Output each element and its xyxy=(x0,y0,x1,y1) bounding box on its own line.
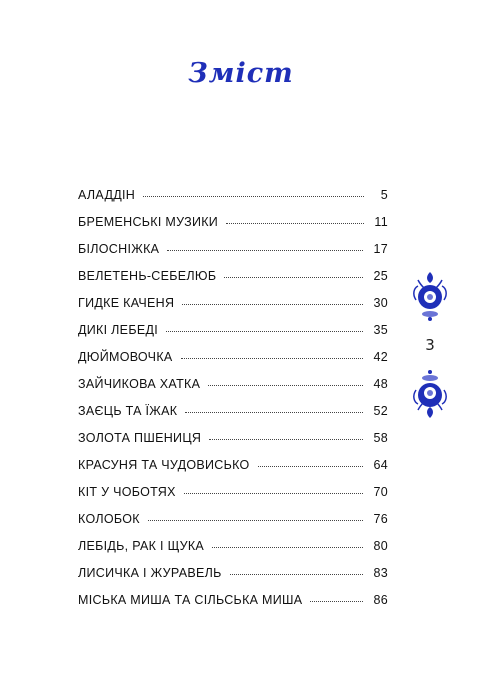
toc-entry-title: ЛИСИЧКА І ЖУРАВЕЛЬ xyxy=(78,566,222,580)
toc-entry-page: 48 xyxy=(373,377,388,391)
toc-entry-page: 70 xyxy=(373,485,388,499)
page-title: Зміст xyxy=(188,58,294,89)
dot-leader xyxy=(166,330,363,332)
toc-entry-page: 17 xyxy=(373,242,388,256)
toc-entry[interactable] xyxy=(78,296,388,323)
toc-entry[interactable] xyxy=(78,512,388,539)
toc-entry-page: 42 xyxy=(373,350,388,364)
toc-entry-page: 30 xyxy=(373,296,388,310)
toc-entry[interactable] xyxy=(78,566,388,593)
toc-entry-title: МІСЬКА МИША ТА СІЛЬСЬКА МИША xyxy=(78,593,303,607)
toc-entry[interactable] xyxy=(78,404,388,431)
toc-entry-title: ЛЕБІДЬ, РАК І ЩУКА xyxy=(78,539,205,553)
toc-entry-title: БРЕМЕНСЬКІ МУЗИКИ xyxy=(78,215,219,229)
folk-ornament-icon xyxy=(410,368,450,420)
folk-ornament-icon xyxy=(410,270,450,322)
toc-entry-title: ГИДКЕ КАЧЕНЯ xyxy=(78,296,175,310)
dot-leader xyxy=(258,465,364,467)
toc-entry-title: КРАСУНЯ ТА ЧУДОВИСЬКО xyxy=(78,458,250,472)
toc-entry[interactable] xyxy=(78,458,388,485)
toc-entry[interactable] xyxy=(78,242,388,269)
dot-leader xyxy=(230,573,364,575)
dot-leader xyxy=(148,519,364,521)
toc-entry[interactable] xyxy=(78,215,388,242)
dot-leader xyxy=(181,357,364,359)
toc-entry[interactable] xyxy=(78,593,388,620)
toc-entry-title: КІТ У ЧОБОТЯХ xyxy=(78,485,176,499)
dot-leader xyxy=(143,195,364,197)
toc-entry-title: ВЕЛЕТЕНЬ-СЕБЕЛЮБ xyxy=(78,269,217,283)
dot-leader xyxy=(208,384,363,386)
toc-entry-page: 25 xyxy=(373,269,388,283)
toc-entry[interactable] xyxy=(78,431,388,458)
page-number: 3 xyxy=(425,336,435,354)
toc-entry[interactable] xyxy=(78,323,388,350)
toc-entry-title: ЗАЄЦЬ ТА ЇЖАК xyxy=(78,404,178,418)
dot-leader xyxy=(209,438,363,440)
toc-entry-page: 5 xyxy=(380,188,388,202)
dot-leader xyxy=(224,276,363,278)
dot-leader xyxy=(167,249,363,251)
dot-leader xyxy=(185,411,363,413)
toc-entry-page: 80 xyxy=(373,539,388,553)
toc-entry[interactable] xyxy=(78,269,388,296)
toc-entry-page: 35 xyxy=(373,323,388,337)
toc-entry-page: 11 xyxy=(374,215,388,229)
toc-entry-title: ЗОЛОТА ПШЕНИЦЯ xyxy=(78,431,202,445)
dot-leader xyxy=(184,492,364,494)
dot-leader xyxy=(226,222,364,224)
toc-entry-page: 83 xyxy=(373,566,388,580)
toc-entry-title: КОЛОБОК xyxy=(78,512,140,526)
toc-entry-title: ЗАЙЧИКОВА ХАТКА xyxy=(78,377,201,391)
toc-entry-title: ДИКІ ЛЕБЕДІ xyxy=(78,323,158,337)
toc-entry[interactable] xyxy=(78,377,388,404)
toc-entry-page: 52 xyxy=(373,404,388,418)
toc-entry[interactable] xyxy=(78,350,388,377)
dot-leader xyxy=(182,303,363,305)
dot-leader xyxy=(310,600,363,602)
table-of-contents xyxy=(78,188,388,620)
side-decoration xyxy=(410,270,450,327)
side-decoration-bottom xyxy=(410,368,450,425)
toc-entry-title: ДЮЙМОВОЧКА xyxy=(78,350,173,364)
toc-entry-title: БІЛОСНІЖКА xyxy=(78,242,160,256)
toc-entry-title: АЛАДДІН xyxy=(78,188,136,202)
toc-entry-page: 58 xyxy=(373,431,388,445)
toc-entry[interactable] xyxy=(78,188,388,215)
toc-entry[interactable] xyxy=(78,485,388,512)
dot-leader xyxy=(212,546,363,548)
toc-entry[interactable] xyxy=(78,539,388,566)
toc-entry-page: 86 xyxy=(373,593,388,607)
toc-entry-page: 76 xyxy=(373,512,388,526)
toc-entry-page: 64 xyxy=(373,458,388,472)
